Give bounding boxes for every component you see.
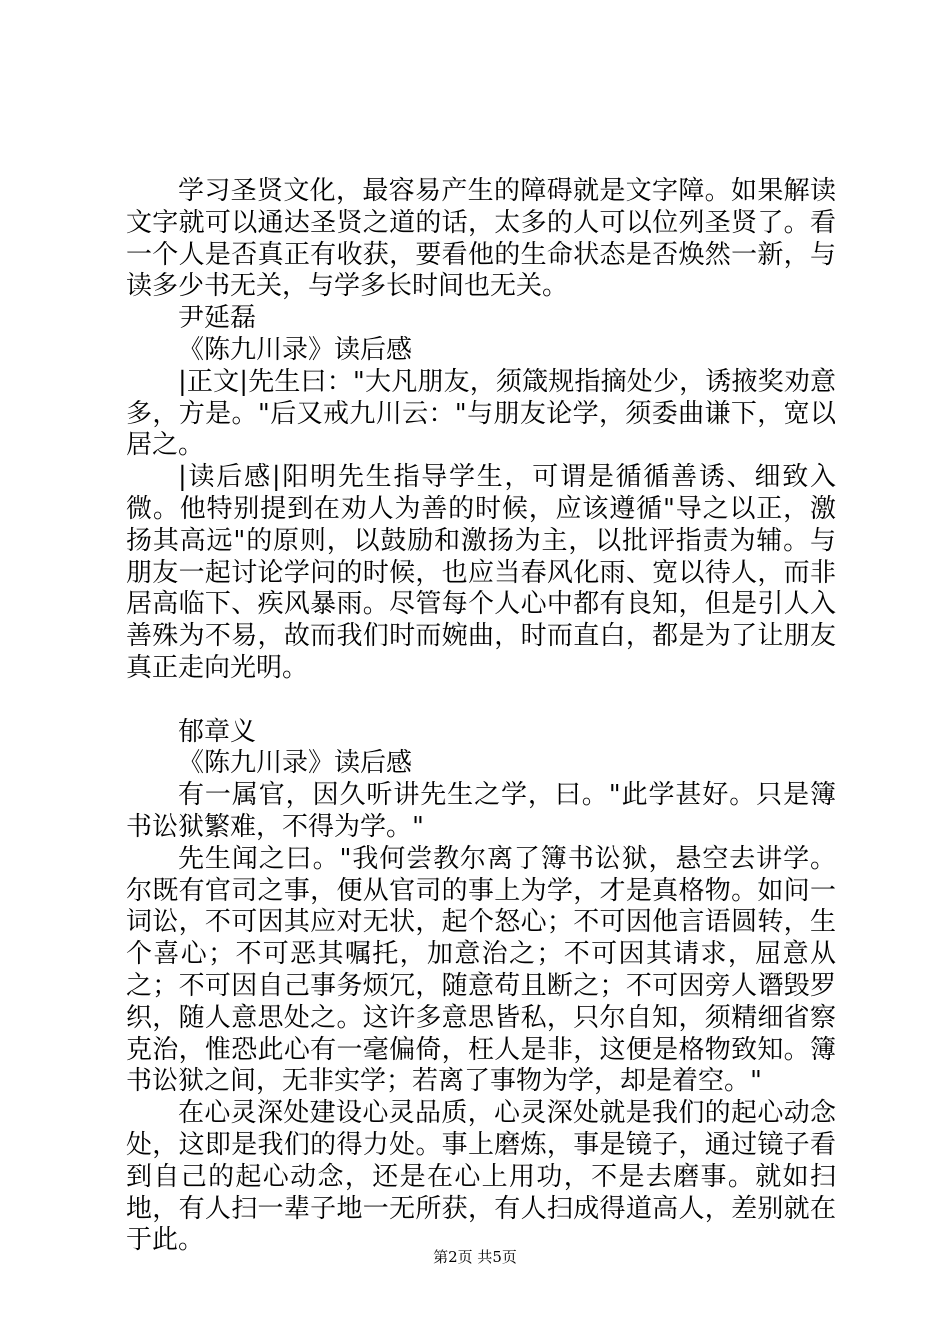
document-body: [126, 176, 836, 1257]
paragraph-main-text-1: |正文|先生曰："大凡朋友，须箴规指摘处少，诱掖奖劝意多，方是。"后又戒九川云："与朋友论学，须委曲谦下，宽以居之。: [126, 366, 836, 461]
author-name-yin: 尹延磊: [178, 303, 257, 334]
page-number-footer: 第2页 共5页: [433, 1248, 517, 1266]
paragraph-official-question: 有一属官，因久听讲先生之学，曰。"此学甚好。只是簿书讼狱繁难，不得为学。": [126, 780, 836, 842]
paragraph-intro: 学习圣贤文化，最容易产生的障碍就是文字障。如果解读文字就可以通达圣贤之道的话，太多的人可以位列圣贤了。看一个人是否真正有收获，要看他的生命状态是否焕然一新，与读多少书无关，与学多长时间也无关。: [126, 176, 836, 302]
essay-title-1: 《陈九川录》读后感: [178, 334, 413, 365]
essay-title-2: 《陈九川录》读后感: [178, 748, 413, 779]
paragraph-reflection-2: 在心灵深处建设心灵品质，心灵深处就是我们的起心动念处，这即是我们的得力处。事上磨炼，事是镜子，通过镜子看到自己的起心动念，还是在心上用功，不是去磨事。就如扫地，有人扫一辈子地一无所获，有人扫成得道高人，差别就在于此。: [126, 1098, 836, 1256]
author-name-yu: 郁章义: [178, 716, 257, 747]
paragraph-reflection-1: |读后感|阳明先生指导学生，可谓是循循善诱、细致入微。他特别提到在劝人为善的时候，应该遵循"导之以正，激扬其高远"的原则，以鼓励和激扬为主，以批评指责为辅。与朋友一起讨论学问的时候，也应当春风化雨、宽以待人，而非居高临下、疾风暴雨。尽管每个人心中都有良知，但是引人入善殊为不易，故而我们时而婉曲，时而直白，都是为了让朋友真正走向光明。: [126, 462, 836, 683]
paragraph-teacher-answer: 先生闻之曰。"我何尝教尔离了簿书讼狱，悬空去讲学。尔既有官司之事，便从官司的事上为学，才是真格物。如问一词讼，不可因其应对无状，起个怒心；不可因他言语圆转，生个喜心；不可恶其嘱托，加意治之；不可因其请求，屈意从之；不可因自己事务烦冗，随意苟且断之；不可因旁人谮毁罗织，随人意思处之。这许多意思皆私，只尔自知，须精细省察克治，惟恐此心有一毫偏倚，枉人是非，这便是格物致知。簿书讼狱之间，无非实学；若离了事物为学，却是着空。": [126, 843, 836, 1097]
paragraph-spacer: [126, 685, 836, 717]
